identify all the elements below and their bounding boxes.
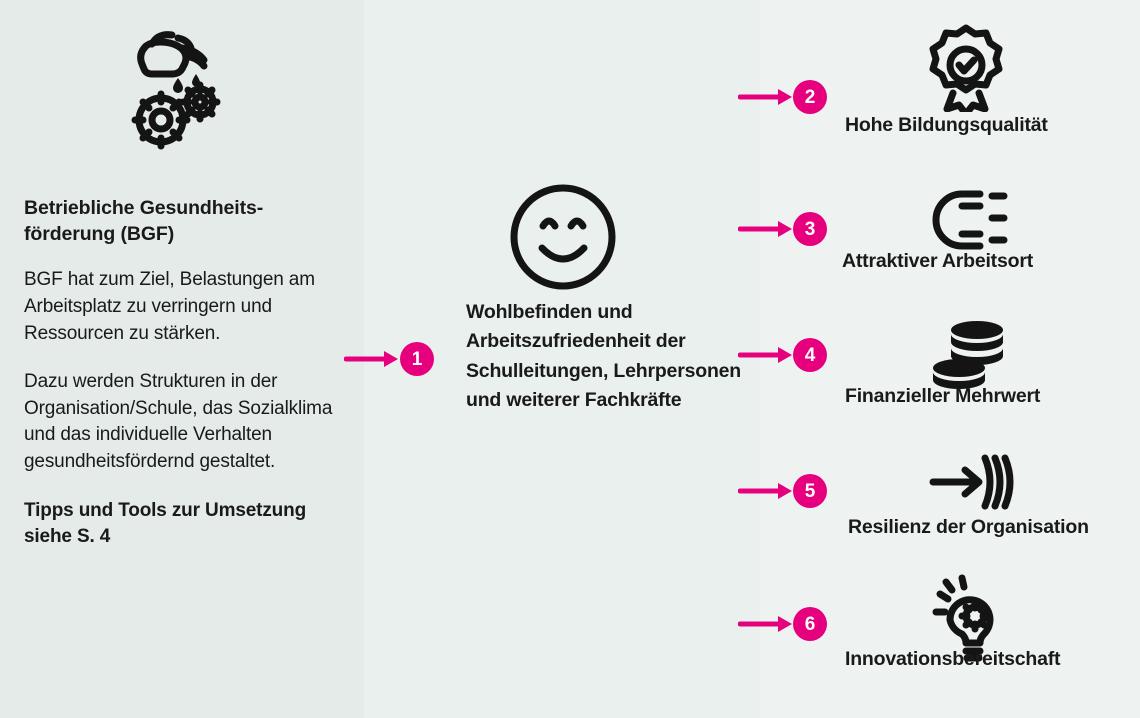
arrow-step-2 [738, 86, 794, 108]
outcome-label-1: Hohe Bildungsqualität [845, 114, 1048, 136]
step-badge-6: 6 [793, 607, 827, 641]
outcome-label-4: Resilienz der Organisation [848, 516, 1089, 538]
outcome-label-3: Finanzieller Mehrwert [845, 385, 1041, 407]
middle-outcome-text: Wohlbefinden und Arbeitszufriedenheit der Schulleitungen, Lehrpersonen und weiterer Fachkräfte [466, 301, 742, 411]
step-badge-5: 5 [793, 474, 827, 508]
step-badge-2: 2 [793, 80, 827, 114]
arrow-step-4 [738, 344, 794, 366]
bgf-paragraph-1: BGF hat zum Ziel, Belastungen am Arbeitsplatz zu verringern und Ressourcen zu stärken. [24, 269, 315, 344]
outcome-label-5: Innovationsbereitschaft [845, 648, 1061, 670]
step-badge-3: 3 [793, 212, 827, 246]
step-badge-4: 4 [793, 338, 827, 372]
bgf-title: Betriebliche Gesundheits- förderung (BGF) [24, 197, 264, 245]
outcome-label-2: Attraktiver Arbeitsort [842, 250, 1034, 272]
quality-seal-badge-icon [920, 20, 1012, 112]
watering-can-gears-icon [108, 24, 238, 154]
arrow-step-1 [344, 348, 400, 370]
left-column [0, 0, 364, 718]
bgf-paragraph-2: Dazu werden Strukturen in der Organisation/Schule, das Sozialklima und das individuelle Verhalten gesundheitsfördernd gestaltet. [24, 371, 333, 473]
arrow-step-5 [738, 480, 794, 502]
smiley-face-icon [508, 182, 618, 292]
left-text-block [24, 196, 344, 550]
arrow-step-6 [738, 613, 794, 635]
step-badge-1: 1 [400, 342, 434, 376]
bgf-tips-reference: Tipps und Tools zur Umsetzung siehe S. 4 [24, 499, 307, 547]
arrow-step-3 [738, 218, 794, 240]
